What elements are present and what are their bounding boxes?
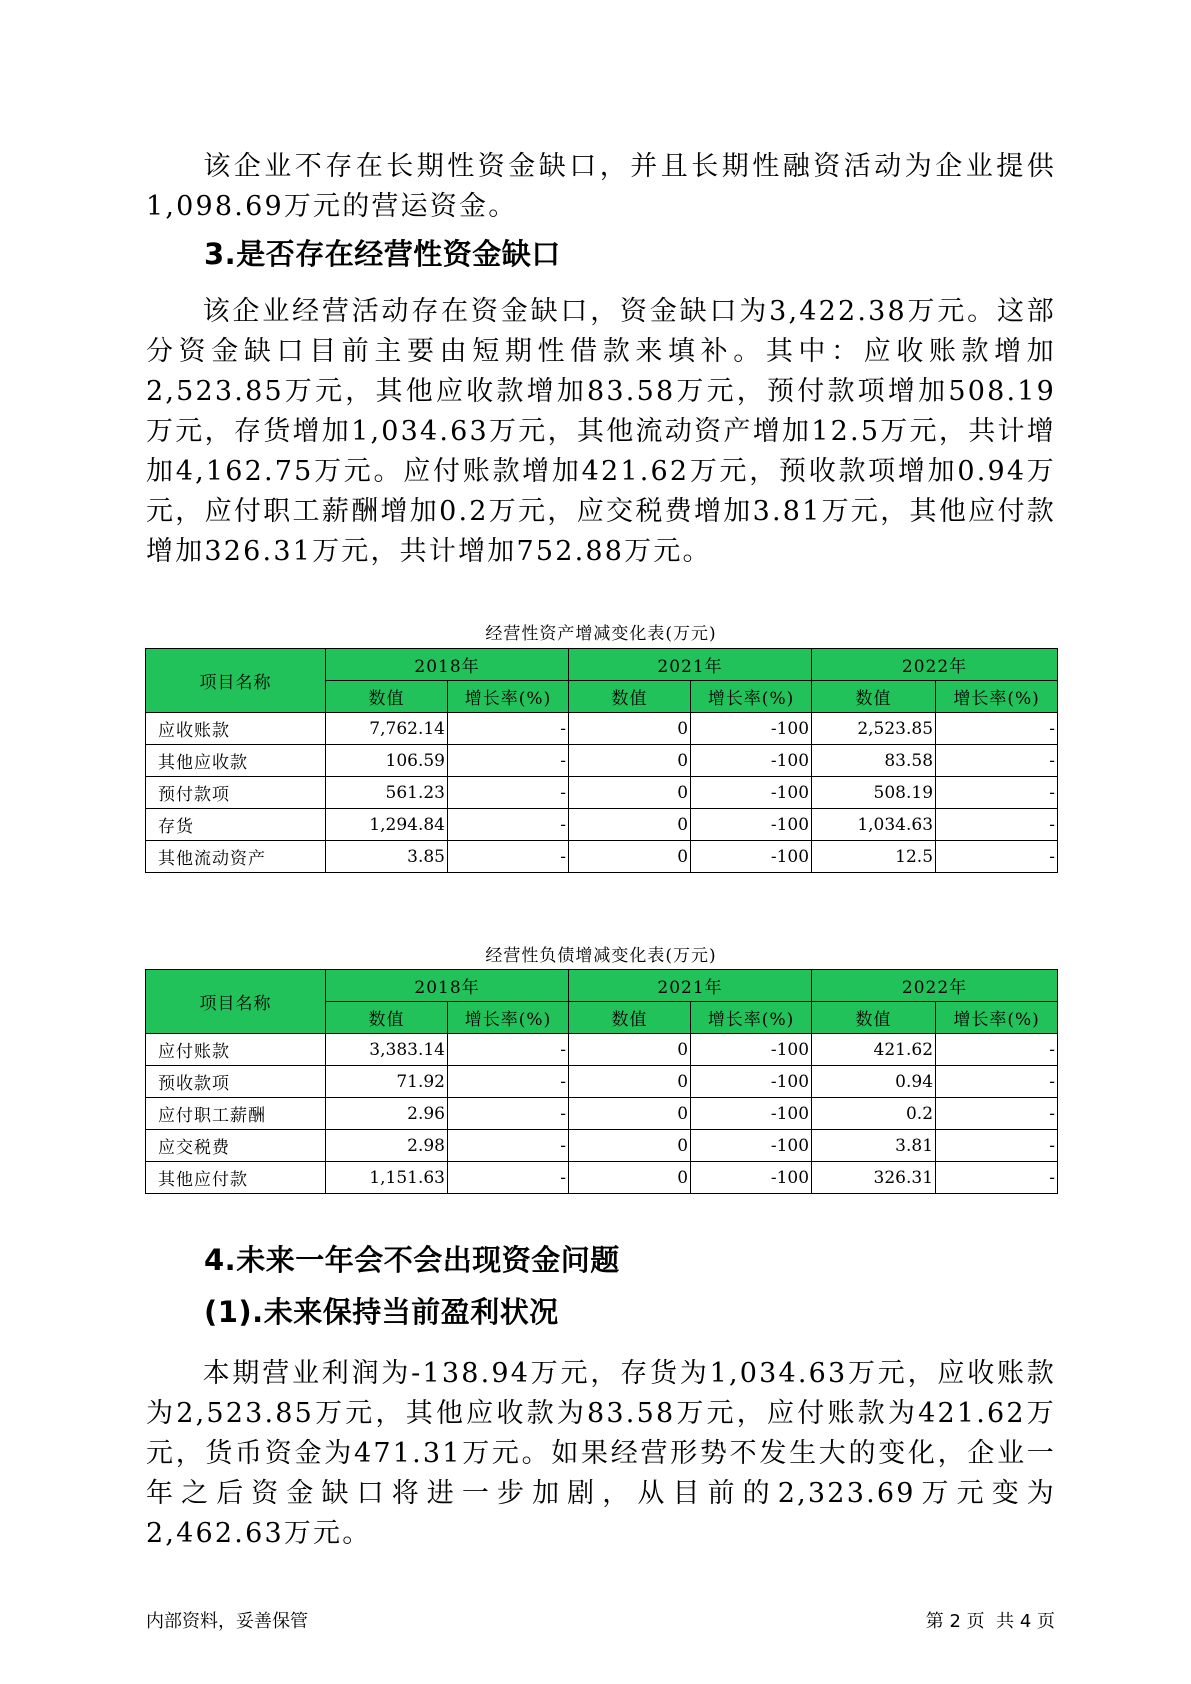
value-2018: 561.23: [326, 777, 448, 809]
value-2018: 106.59: [326, 745, 448, 777]
value-2022: 2,523.85: [812, 713, 936, 745]
rate-2022: -: [936, 841, 1058, 873]
value-2022: 0.94: [812, 1066, 936, 1098]
rate-2022: -: [936, 1130, 1058, 1162]
header-rate: 增长率(%): [448, 1002, 569, 1034]
value-2018: 2.96: [326, 1098, 448, 1130]
section3-heading: 3.是否存在经营性资金缺口: [204, 237, 561, 271]
table-row: [146, 1162, 1058, 1194]
liabilities-table-caption: 经营性负债增减变化表(万元): [485, 946, 717, 966]
rate-2021: -100: [691, 745, 812, 777]
rate-2022: -: [936, 809, 1058, 841]
row-name: 应付账款: [146, 1034, 326, 1066]
table-row: [146, 809, 1058, 841]
header-value: 数值: [812, 1002, 936, 1034]
value-2018: 1,151.63: [326, 1162, 448, 1194]
rate-2022: -: [936, 1098, 1058, 1130]
value-2018: 3,383.14: [326, 1034, 448, 1066]
value-2021: 0: [569, 841, 691, 873]
rate-2022: -: [936, 1162, 1058, 1194]
section3-paragraph: 该企业经营活动存在资金缺口，资金缺口为3,422.38万元。这部分资金缺口目前主要由短期性借款来填补。其中：应收账款增加2,523.85万元，其他应收款增加83.58万元，预付款项增加508.19万元，存货增加1,034.63万元，其他流动资产增加12.5万元，共计增加4,162.75万元。应付账款增加421.62万元，预收款项增加0.94万元，应付职工薪酬增加0.2万元，应交税费增加3.81万元，其他应付款增加326.31万元，共计增加752.88万元。: [146, 296, 1056, 567]
row-name: 其他应收款: [146, 745, 326, 777]
rate-2018: -: [448, 745, 569, 777]
rate-2018: -: [448, 841, 569, 873]
header-rate: 增长率(%): [936, 1002, 1058, 1034]
value-2018: 3.85: [326, 841, 448, 873]
rate-2018: -: [448, 1130, 569, 1162]
row-name: 其他应付款: [146, 1162, 326, 1194]
table-row: [146, 745, 1058, 777]
rate-2021: -100: [691, 1098, 812, 1130]
liabilities-table: [145, 969, 1058, 1194]
section4-subheading: (1).未来保持当前盈利状况: [204, 1295, 559, 1329]
header-rate: 增长率(%): [448, 681, 569, 713]
value-2018: 7,762.14: [326, 713, 448, 745]
rate-2018: -: [448, 809, 569, 841]
header-rate: 增长率(%): [691, 1002, 812, 1034]
row-name: 应付职工薪酬: [146, 1098, 326, 1130]
header-year-2022: 2022年: [812, 649, 1058, 681]
value-2022: 3.81: [812, 1130, 936, 1162]
header-value: 数值: [569, 681, 691, 713]
rate-2018: -: [448, 1162, 569, 1194]
header-item-name: 项目名称: [146, 970, 326, 1034]
value-2022: 0.2: [812, 1098, 936, 1130]
table-row: [146, 1034, 1058, 1066]
value-2021: 0: [569, 809, 691, 841]
row-name: 其他流动资产: [146, 841, 326, 873]
row-name: 预收款项: [146, 1066, 326, 1098]
header-year-2022: 2022年: [812, 970, 1058, 1002]
value-2021: 0: [569, 1130, 691, 1162]
row-name: 预付款项: [146, 777, 326, 809]
value-2018: 1,294.84: [326, 809, 448, 841]
value-2022: 83.58: [812, 745, 936, 777]
value-2021: 0: [569, 745, 691, 777]
value-2021: 0: [569, 1034, 691, 1066]
header-value: 数值: [812, 681, 936, 713]
section4-heading: 4.未来一年会不会出现资金问题: [204, 1243, 620, 1277]
header-rate: 增长率(%): [691, 681, 812, 713]
rate-2021: -100: [691, 713, 812, 745]
footer-confidential-note: 内部资料，妥善保管: [146, 1611, 308, 1632]
intro-paragraph: 该企业不存在长期性资金缺口，并且长期性融资活动为企业提供1,098.69万元的营运资金。: [146, 151, 1056, 222]
header-year-2021: 2021年: [569, 649, 812, 681]
value-2022: 421.62: [812, 1034, 936, 1066]
header-value: 数值: [569, 1002, 691, 1034]
section4-paragraph: 本期营业利润为-138.94万元，存货为1,034.63万元，应收账款为2,523.85万元，其他应收款为83.58万元，应付账款为421.62万元，货币资金为471.31万元。如果经营形势不发生大的变化，企业一年之后资金缺口将进一步加剧，从目前的2,323.69万元变为2,462.63万元。: [146, 1358, 1056, 1549]
table-row: [146, 1098, 1058, 1130]
value-2018: 71.92: [326, 1066, 448, 1098]
rate-2022: -: [936, 713, 1058, 745]
value-2021: 0: [569, 1098, 691, 1130]
value-2022: 508.19: [812, 777, 936, 809]
value-2022: 326.31: [812, 1162, 936, 1194]
rate-2021: -100: [691, 777, 812, 809]
rate-2021: -100: [691, 1130, 812, 1162]
rate-2018: -: [448, 1034, 569, 1066]
footer-page-number: 第 2 页 共 4 页: [925, 1611, 1055, 1632]
value-2021: 0: [569, 1066, 691, 1098]
value-2021: 0: [569, 777, 691, 809]
table-row: [146, 777, 1058, 809]
rate-2022: -: [936, 1066, 1058, 1098]
rate-2021: -100: [691, 841, 812, 873]
row-name: 应收账款: [146, 713, 326, 745]
rate-2018: -: [448, 713, 569, 745]
header-item-name: 项目名称: [146, 649, 326, 713]
value-2021: 0: [569, 713, 691, 745]
rate-2021: -100: [691, 1066, 812, 1098]
value-2022: 12.5: [812, 841, 936, 873]
rate-2018: -: [448, 777, 569, 809]
header-value: 数值: [326, 681, 448, 713]
table-row: [146, 1066, 1058, 1098]
rate-2022: -: [936, 777, 1058, 809]
row-name: 存货: [146, 809, 326, 841]
header-year-2018: 2018年: [326, 649, 569, 681]
row-name: 应交税费: [146, 1130, 326, 1162]
table-row: [146, 841, 1058, 873]
table-row: [146, 1130, 1058, 1162]
assets-table: [145, 648, 1058, 873]
value-2021: 0: [569, 1162, 691, 1194]
rate-2021: -100: [691, 809, 812, 841]
assets-table-caption: 经营性资产增减变化表(万元): [485, 624, 717, 644]
rate-2021: -100: [691, 1034, 812, 1066]
table-row: [146, 713, 1058, 745]
value-2022: 1,034.63: [812, 809, 936, 841]
rate-2018: -: [448, 1098, 569, 1130]
header-year-2021: 2021年: [569, 970, 812, 1002]
header-rate: 增长率(%): [936, 681, 1058, 713]
rate-2022: -: [936, 1034, 1058, 1066]
rate-2022: -: [936, 745, 1058, 777]
header-value: 数值: [326, 1002, 448, 1034]
rate-2018: -: [448, 1066, 569, 1098]
value-2018: 2.98: [326, 1130, 448, 1162]
header-year-2018: 2018年: [326, 970, 569, 1002]
rate-2021: -100: [691, 1162, 812, 1194]
